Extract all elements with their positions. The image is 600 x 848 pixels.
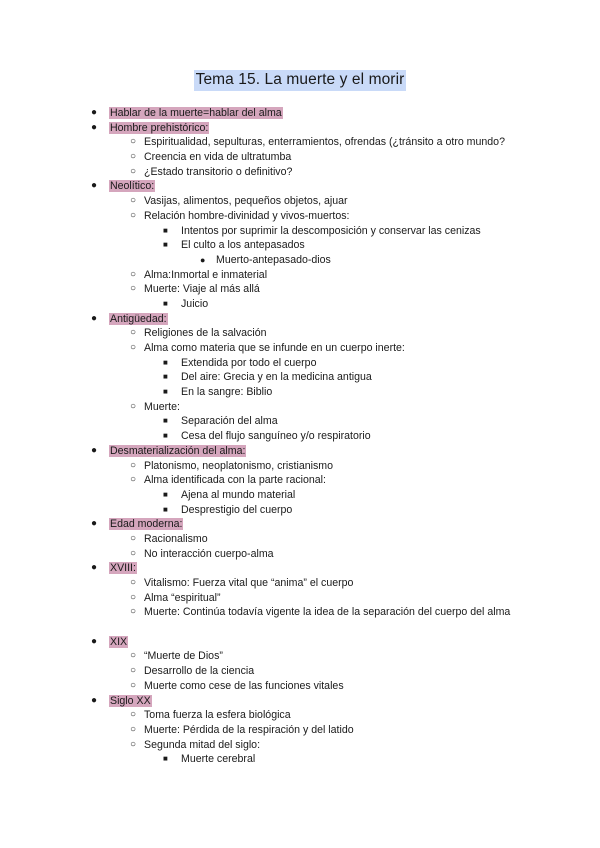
outline-item-text: Muerte: Continúa todavía vigente la idea de la separación del cuerpo del alma (144, 606, 511, 619)
highlighted-text: Neolítico: (110, 180, 155, 193)
square-bullet-icon: ■ (163, 372, 168, 382)
outline-item-level-0 (0, 561, 600, 576)
outline-item-text: Platonismo, neoplatonismo, cristianismo (144, 459, 334, 472)
outline-item-text: Racionalismo (144, 532, 208, 545)
hollow-circle-bullet-icon: ○ (130, 151, 137, 163)
outline-item-text: En la sangre: Biblio (181, 386, 273, 399)
hollow-circle-bullet-icon: ○ (130, 709, 137, 721)
outline-item-level-1 (0, 150, 600, 165)
highlighted-text: Desmaterialización del alma: (110, 444, 246, 457)
filled-circle-bullet-icon: ● (200, 254, 206, 265)
hollow-circle-bullet-icon: ○ (130, 577, 137, 588)
square-bullet-icon: ■ (163, 240, 168, 250)
filled-circle-bullet-icon: ● (91, 121, 98, 133)
hollow-circle-bullet-icon: ○ (130, 650, 137, 662)
outline-item-text (109, 179, 155, 194)
square-bullet-icon: ■ (163, 754, 168, 764)
outline-item-text: Creencia en vida de ultratumba (144, 151, 292, 164)
outline-item-level-1 (0, 268, 600, 283)
outline-item-text: Espiritualidad, sepulturas, enterramientos, ofrendas (¿tránsito a otro mundo? (144, 136, 505, 149)
outline-item-level-0 (0, 179, 600, 194)
outline-item-text (109, 517, 183, 532)
filled-circle-bullet-icon: ● (91, 562, 98, 574)
hollow-circle-bullet-icon: ○ (130, 327, 137, 339)
hollow-circle-bullet-icon: ○ (130, 195, 137, 207)
outline-item-text: Separación del alma (181, 415, 278, 428)
outline-item-text: Toma fuerza la esfera biológica (144, 709, 291, 722)
outline-item-level-2 (0, 224, 600, 239)
outline-item-text: Desprestigio del cuerpo (181, 503, 293, 516)
outline-item-level-1 (0, 738, 600, 753)
outline-item-level-2 (0, 488, 600, 503)
square-bullet-icon: ■ (163, 489, 168, 499)
outline-item-level-0 (0, 694, 600, 709)
outline-item-level-2 (0, 356, 600, 371)
outline-item-level-2 (0, 238, 600, 253)
outline-item-level-1 (0, 591, 600, 606)
filled-circle-bullet-icon: ● (91, 694, 98, 706)
filled-circle-bullet-icon: ● (91, 518, 98, 530)
highlighted-text: Antigüedad: (110, 312, 167, 325)
hollow-circle-bullet-icon: ○ (130, 591, 137, 603)
outline-item-text: Muerte cerebral (181, 753, 256, 766)
outline-item-text: “Muerte de Dios” (144, 650, 223, 663)
outline-item-text: Muerte como cese de las funciones vitales (144, 679, 344, 692)
outline-item-text: El culto a los antepasados (181, 239, 305, 252)
outline-item-level-0 (0, 312, 600, 327)
outline-item-text: Alma:Inmortal e inmaterial (144, 268, 268, 281)
outline-item-text: Juicio (181, 297, 209, 310)
outline-item-level-1 (0, 532, 600, 547)
square-bullet-icon: ■ (163, 357, 168, 367)
outline-item-text (109, 694, 152, 709)
outline-item-text: Relación hombre-divinidad y vivos-muertos: (144, 209, 350, 222)
filled-circle-bullet-icon: ● (91, 107, 98, 118)
hollow-circle-bullet-icon: ○ (130, 606, 137, 618)
square-bullet-icon: ■ (163, 387, 168, 397)
hollow-circle-bullet-icon: ○ (130, 679, 137, 691)
outline-item-text (109, 121, 209, 136)
hollow-circle-bullet-icon: ○ (130, 283, 137, 295)
outline-item-level-1 (0, 459, 600, 474)
document-title: Tema 15. La muerte y el morir (194, 70, 407, 91)
highlighted-text: XVIII: (110, 562, 136, 575)
outline-item-level-1 (0, 664, 600, 679)
highlighted-text: Hablar de la muerte=hablar del alma (110, 107, 282, 119)
outline-item-level-1 (0, 135, 600, 150)
outline-item-level-1 (0, 165, 600, 180)
outline-item-text (109, 635, 128, 650)
outline-item-level-1 (0, 723, 600, 738)
outline-item-level-1 (0, 547, 600, 562)
hollow-circle-bullet-icon: ○ (130, 342, 137, 353)
outline-item-level-1 (0, 473, 600, 488)
hollow-circle-bullet-icon: ○ (130, 165, 137, 177)
outline-item-level-3 (0, 253, 600, 268)
hollow-circle-bullet-icon: ○ (130, 723, 137, 735)
square-bullet-icon: ■ (163, 504, 168, 514)
outline-item-level-2 (0, 370, 600, 385)
filled-circle-bullet-icon: ● (91, 180, 98, 192)
outline-item-level-1 (0, 326, 600, 341)
outline-item-level-1 (0, 341, 600, 356)
outline-item-text: ¿Estado transitorio o definitivo? (144, 165, 293, 178)
hollow-circle-bullet-icon: ○ (130, 459, 137, 471)
outline-item-level-1 (0, 400, 600, 415)
hollow-circle-bullet-icon: ○ (130, 209, 137, 221)
outline-item-level-2 (0, 503, 600, 518)
outline-item-level-1 (0, 605, 600, 634)
outline-item-text: Religiones de la salvación (144, 327, 267, 340)
filled-circle-bullet-icon: ● (91, 635, 98, 647)
outline-item-level-0 (0, 121, 600, 136)
outline-item-text: Desarrollo de la ciencia (144, 665, 255, 678)
hollow-circle-bullet-icon: ○ (130, 136, 137, 148)
hollow-circle-bullet-icon: ○ (130, 547, 137, 559)
highlighted-text: Siglo XX (110, 694, 151, 707)
outline-item-text (109, 561, 137, 576)
outline-item-text: Intentos por suprimir la descomposición y conservar las cenizas (181, 224, 481, 237)
outline-item-level-2 (0, 414, 600, 429)
hollow-circle-bullet-icon: ○ (130, 665, 137, 677)
filled-circle-bullet-icon: ● (91, 312, 98, 324)
square-bullet-icon: ■ (163, 416, 168, 426)
outline-item-level-2 (0, 385, 600, 400)
bullet-outline (0, 106, 600, 767)
outline-item-level-0 (0, 444, 600, 459)
outline-item-text: Alma como materia que se infunde en un cuerpo inerte: (144, 342, 405, 354)
highlighted-text: Hombre prehistórico: (110, 121, 209, 134)
title-container (0, 70, 600, 91)
outline-item-text: Alma identificada con la parte racional: (144, 474, 326, 487)
square-bullet-icon: ■ (163, 431, 168, 441)
outline-item-level-2 (0, 752, 600, 767)
outline-item-text: Alma “espiritual” (144, 591, 221, 604)
outline-item-text (109, 444, 246, 459)
outline-item-text: Muerte: Pérdida de la respiración y del latido (144, 723, 354, 736)
outline-item-text (109, 106, 283, 121)
outline-item-level-1 (0, 708, 600, 723)
outline-item-level-1 (0, 282, 600, 297)
hollow-circle-bullet-icon: ○ (130, 400, 137, 412)
hollow-circle-bullet-icon: ○ (130, 268, 137, 280)
outline-item-text: No interacción cuerpo-alma (144, 547, 274, 560)
square-bullet-icon: ■ (163, 298, 168, 308)
outline-item-text: Ajena al mundo material (181, 488, 296, 501)
hollow-circle-bullet-icon: ○ (130, 738, 137, 750)
outline-item-level-1 (0, 649, 600, 664)
outline-item-text: Vitalismo: Fuerza vital que “anima” el cuerpo (144, 577, 354, 589)
outline-item-level-0 (0, 517, 600, 532)
outline-item-text: Muerte: (144, 400, 180, 413)
outline-item-level-1 (0, 194, 600, 209)
filled-circle-bullet-icon: ● (91, 444, 98, 456)
outline-item-level-0 (0, 635, 600, 650)
outline-item-text: Cesa del flujo sanguíneo y/o respiratorio (181, 430, 371, 443)
outline-item-text: Segunda mitad del siglo: (144, 738, 261, 751)
outline-item-level-1 (0, 209, 600, 224)
highlighted-text: Edad moderna: (110, 518, 183, 531)
highlighted-text: XIX (110, 635, 128, 648)
outline-item-level-0 (0, 106, 600, 121)
outline-item-level-1 (0, 576, 600, 591)
outline-item-text: Muerte: Viaje al más allá (144, 283, 260, 296)
outline-item-text: Vasijas, alimentos, pequeños objetos, ajuar (144, 195, 348, 208)
hollow-circle-bullet-icon: ○ (130, 474, 137, 486)
outline-item-level-1 (0, 679, 600, 694)
square-bullet-icon: ■ (163, 225, 168, 235)
outline-item-level-2 (0, 297, 600, 312)
outline-item-level-2 (0, 429, 600, 444)
outline-item-text (109, 312, 168, 327)
outline-item-text: Muerto-antepasado-dios (216, 253, 331, 266)
outline-item-text: Del aire: Grecia y en la medicina antigua (181, 371, 372, 384)
hollow-circle-bullet-icon: ○ (130, 532, 137, 544)
outline-item-text: Extendida por todo el cuerpo (181, 356, 317, 369)
